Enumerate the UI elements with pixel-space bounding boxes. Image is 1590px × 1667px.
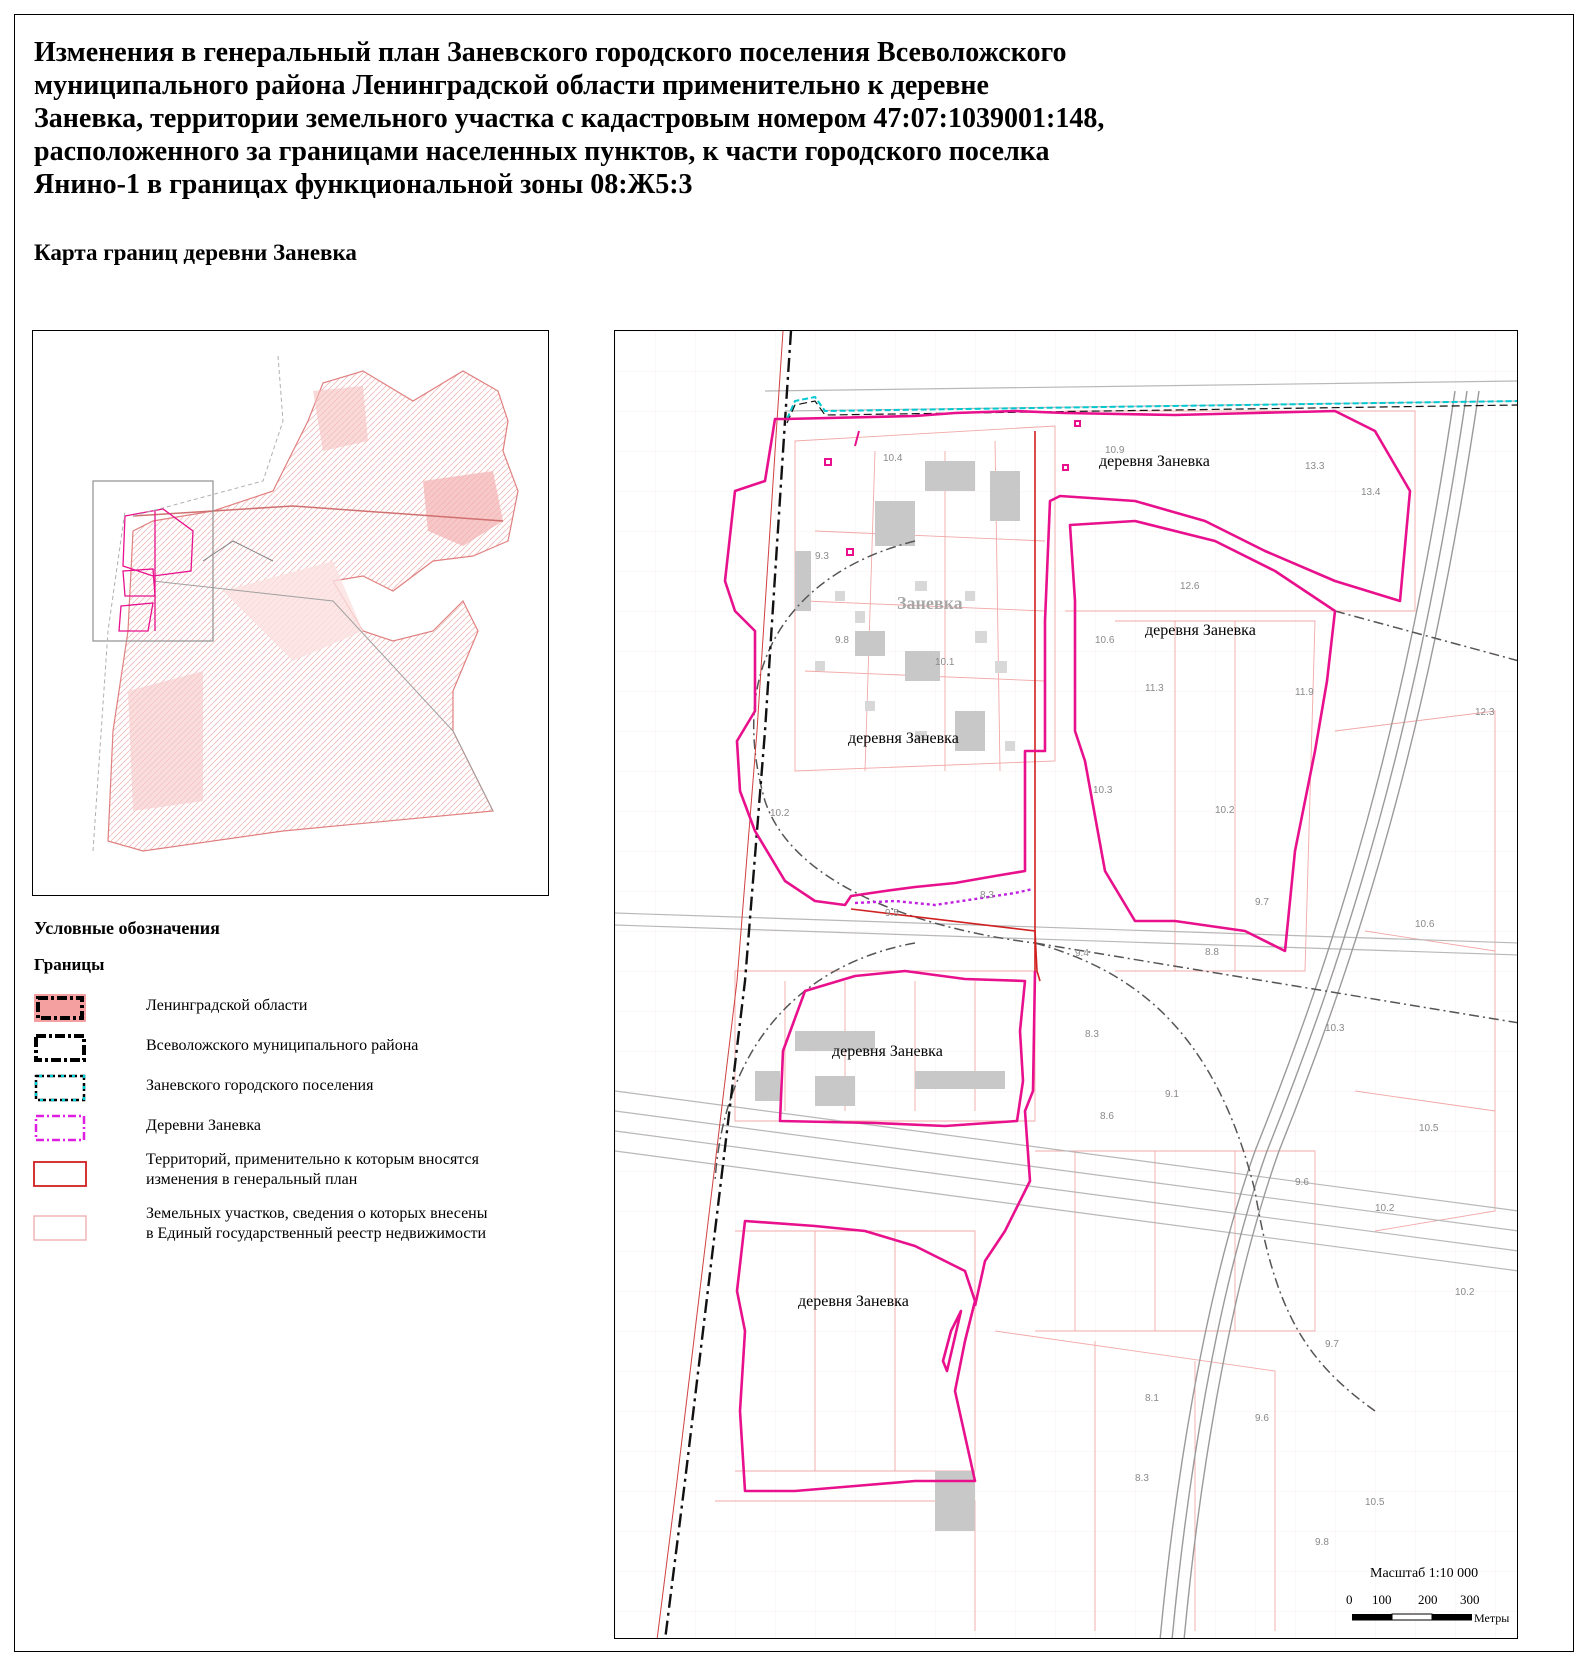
svg-text:10.1: 10.1 — [935, 657, 955, 668]
legend-symbol-settlement — [30, 1070, 90, 1106]
legend-label: Заневского городского поселения — [146, 1077, 374, 1094]
scale-tick-label: 300 — [1460, 1592, 1480, 1607]
title-line: расположенного за границами населенных пунктов, к части городского поселка — [34, 136, 1050, 167]
svg-text:9.3: 9.3 — [815, 551, 829, 562]
svg-text:10.5: 10.5 — [1365, 1497, 1385, 1508]
village-label: деревня Заневка — [848, 730, 959, 747]
svg-text:11.9: 11.9 — [1295, 687, 1314, 698]
svg-text:10.3: 10.3 — [1093, 785, 1113, 796]
svg-text:10.2: 10.2 — [1455, 1287, 1475, 1298]
svg-text:8.6: 8.6 — [1100, 1111, 1114, 1122]
village-label: деревня Заневка — [798, 1293, 909, 1310]
overview-district-boundary — [133, 356, 283, 516]
legend-label: Деревни Заневка — [146, 1117, 261, 1134]
svg-text:10.2: 10.2 — [1375, 1203, 1395, 1214]
svg-text:9.8: 9.8 — [1315, 1537, 1329, 1548]
svg-text:10.5: 10.5 — [1419, 1123, 1439, 1134]
map-base-grid — [615, 331, 1518, 1639]
svg-text:10.6: 10.6 — [1095, 635, 1115, 646]
legend-symbol-district — [30, 1030, 90, 1066]
scale-segment — [1392, 1614, 1432, 1620]
map-title — [34, 36, 1334, 201]
scale-tick-label: 0 — [1346, 1592, 1353, 1607]
svg-text:10.2: 10.2 — [1215, 805, 1235, 816]
legend-label: в Единый государственный реестр недвижимости — [146, 1225, 487, 1242]
scale-tick-label: 200 — [1418, 1592, 1438, 1607]
legend-label: Земельных участков, сведения о которых внесены — [146, 1205, 488, 1222]
svg-text:10.6: 10.6 — [1415, 919, 1435, 930]
svg-text:8.3: 8.3 — [980, 890, 994, 901]
svg-text:11.3: 11.3 — [1145, 683, 1164, 694]
village-label: деревня Заневка — [1099, 453, 1210, 470]
legend-title: Условные обозначения — [34, 918, 220, 938]
svg-text:12.3: 12.3 — [1475, 707, 1495, 718]
svg-text:9.1: 9.1 — [1165, 1089, 1179, 1100]
scale-segment — [1432, 1614, 1472, 1620]
title-line: Изменения в генеральный план Заневского городского поселения Всеволожского — [34, 37, 1067, 68]
svg-text:9.4: 9.4 — [1075, 948, 1089, 959]
overview-map-drawing — [33, 331, 549, 896]
title-line: Янино-1 в границах функциональной зоны 08:Ж5:3 — [34, 169, 693, 200]
scale-unit: Метры — [1474, 1611, 1510, 1625]
scale-label: Масштаб 1:10 000 — [1370, 1566, 1479, 1581]
svg-text:9.5: 9.5 — [885, 908, 899, 919]
overview-dense-area — [128, 671, 203, 811]
legend-subtitle: Границы — [34, 955, 105, 974]
svg-text:10.3: 10.3 — [1325, 1023, 1345, 1034]
overview-map — [32, 330, 549, 896]
legend-label: Всеволожского муниципального района — [146, 1037, 419, 1054]
svg-text:10.4: 10.4 — [883, 453, 903, 464]
main-map — [614, 330, 1518, 1639]
village-label: деревня Заневка — [1145, 622, 1256, 639]
title-line: Заневка, территории земельного участка с кадастровым номером 47:07:1039001:148, — [34, 103, 1105, 134]
svg-text:10.2: 10.2 — [770, 808, 790, 819]
legend-label: изменения в генеральный план — [146, 1171, 358, 1188]
village-label: деревня Заневка — [832, 1043, 943, 1060]
main-map-drawing — [615, 331, 1518, 1639]
scale-tick-label: 100 — [1372, 1592, 1392, 1607]
legend-symbol-cadastre — [30, 1210, 90, 1246]
legend-label: Ленинградской области — [146, 997, 308, 1014]
legend-symbol-change-area — [30, 1156, 90, 1192]
svg-text:9.8: 9.8 — [835, 635, 849, 646]
scale-bar — [1346, 1590, 1526, 1640]
svg-text:9.7: 9.7 — [1325, 1339, 1339, 1350]
svg-text:8.3: 8.3 — [1085, 1029, 1099, 1040]
map-subtitle: Карта границ деревни Заневка — [34, 240, 357, 265]
svg-text:8.8: 8.8 — [1205, 947, 1219, 958]
svg-text:13.3: 13.3 — [1305, 461, 1325, 472]
legend-symbol-village — [30, 1110, 90, 1146]
svg-text:9.7: 9.7 — [1255, 897, 1269, 908]
svg-text:8.3: 8.3 — [1135, 1473, 1149, 1484]
svg-text:8.1: 8.1 — [1145, 1393, 1159, 1404]
title-line: муниципального района Ленинградской области применительно к деревне — [34, 70, 989, 101]
svg-text:13.4: 13.4 — [1361, 487, 1381, 498]
background-place-name — [897, 593, 963, 613]
legend-symbol-region — [30, 990, 90, 1026]
svg-text:9.6: 9.6 — [1295, 1177, 1309, 1188]
legend-label: Территорий, применительно к которым вносятся — [146, 1151, 479, 1168]
scale-segment — [1352, 1614, 1392, 1620]
svg-text:10.9: 10.9 — [1105, 445, 1125, 456]
svg-text:9.6: 9.6 — [1255, 1413, 1269, 1424]
svg-text:12.6: 12.6 — [1180, 581, 1200, 592]
svg-text:Заневка: Заневка — [897, 593, 963, 613]
